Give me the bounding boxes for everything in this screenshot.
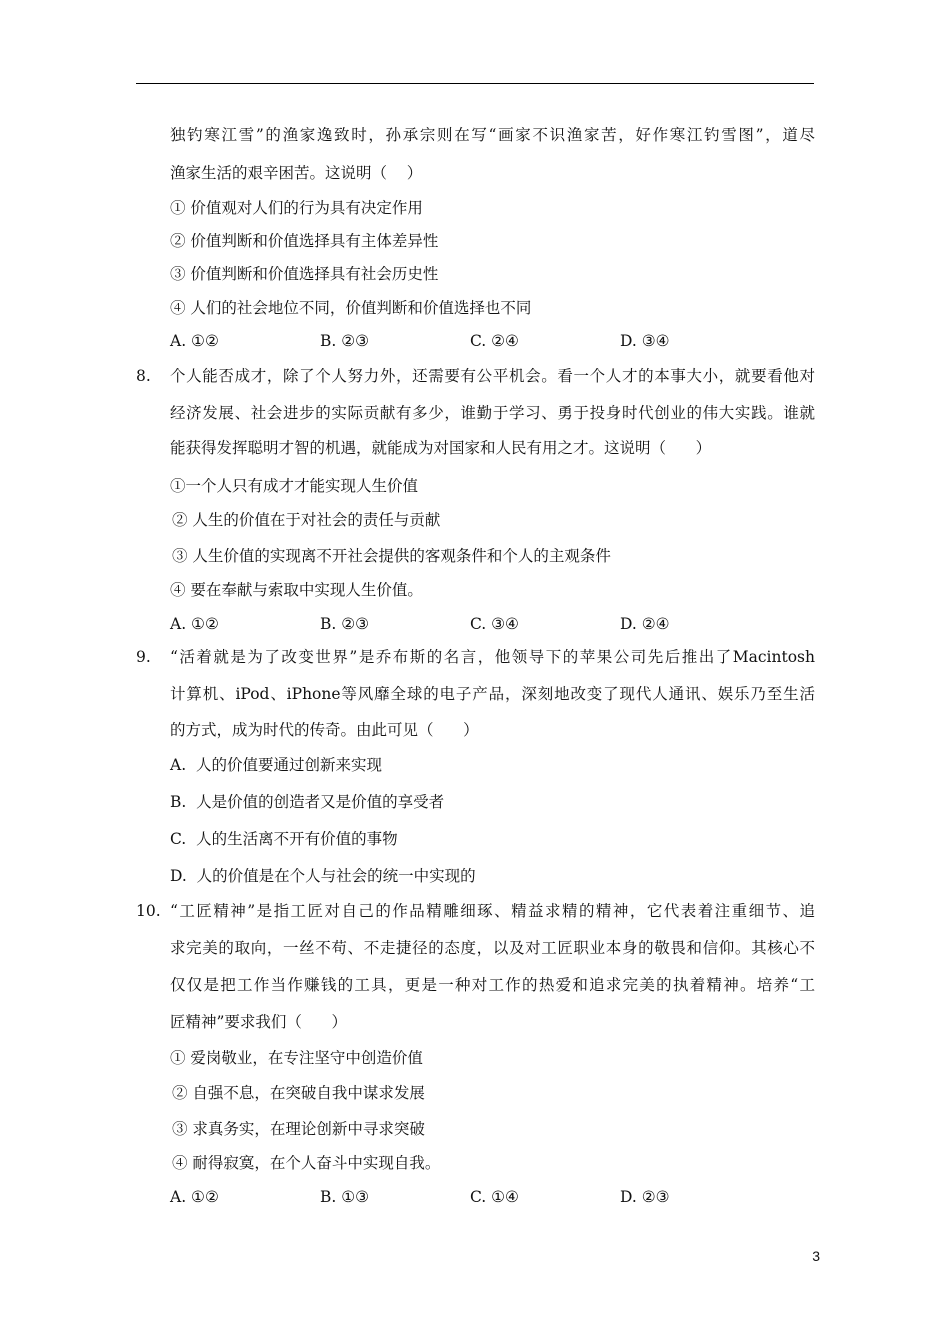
q7-option-c: C. ②④ <box>470 332 519 350</box>
q10-line-4: 匠精神”要求我们（ ） <box>170 1013 347 1031</box>
q9-line-3: 的方式，成为时代的传奇。由此可见（ ） <box>170 721 479 739</box>
q7-line-1: 独钓寒江雪”的渔家逸致时，孙承宗则在写“画家不识渔家苦，好作寒江钓雪图”，道尽 <box>170 126 815 144</box>
q7-option-b: B. ②③ <box>320 332 370 350</box>
q8-number: 8. <box>136 367 151 385</box>
q9-number: 9. <box>136 648 151 666</box>
q10-item-2: ② 自强不息，在突破自我中谋求发展 <box>172 1084 425 1102</box>
q7-item-1: ① 价值观对人们的行为具有决定作用 <box>170 199 423 217</box>
q8-line-1: 个人能否成才，除了个人努力外，还需要有公平机会。看一个人才的本事大小，就要看他对 <box>170 367 815 385</box>
q7-option-d: D. ③④ <box>620 332 670 350</box>
q8-option-a: A. ①② <box>170 615 219 633</box>
q10-line-2: 求完美的取向，一丝不苟、不走捷径的态度，以及对工匠职业本身的敬畏和信仰。其核心不 <box>170 939 815 957</box>
q8-option-c: C. ③④ <box>470 615 519 633</box>
q10-item-4: ④ 耐得寂寞，在个人奋斗中实现自我。 <box>172 1154 441 1172</box>
q10-option-c: C. ①④ <box>470 1188 519 1206</box>
q9-option-d: D. 人的价值是在个人与社会的统一中实现的 <box>170 867 476 885</box>
q7-item-4: ④ 人们的社会地位不同，价值判断和价值选择也不同 <box>170 299 532 317</box>
q10-item-1: ① 爱岗敬业，在专注坚守中创造价值 <box>170 1049 423 1067</box>
q10-option-a: A. ①② <box>170 1188 219 1206</box>
q9-option-a: A. 人的价值要通过创新来实现 <box>170 756 382 774</box>
q10-item-3: ③ 求真务实，在理论创新中寻求突破 <box>172 1120 425 1138</box>
q8-item-4: ④ 要在奉献与索取中实现人生价值。 <box>170 581 423 599</box>
q8-item-1: ①一个人只有成才才能实现人生价值 <box>170 477 419 495</box>
header-rule <box>136 83 814 84</box>
q8-item-3: ③ 人生价值的实现离不开社会提供的客观条件和个人的主观条件 <box>172 547 611 565</box>
q7-option-a: A. ①② <box>170 332 219 350</box>
q10-line-1: “工匠精神”是指工匠对自己的作品精雕细琢、精益求精的精神，它代表着注重细节、追 <box>170 902 815 920</box>
q9-option-c: C. 人的生活离不开有价值的事物 <box>170 830 398 848</box>
q9-line-1: “活着就是为了改变世界”是乔布斯的名言，他领导下的苹果公司先后推出了Macintosh <box>170 648 815 666</box>
q8-option-d: D. ②④ <box>620 615 670 633</box>
q10-line-3: 仅仅是把工作当作赚钱的工具，更是一种对工作的热爱和追求完美的执着精神。培养“工 <box>170 976 815 994</box>
q8-line-3: 能获得发挥聪明才智的机遇，就能成为对国家和人民有用之才。这说明（ ） <box>170 439 712 457</box>
q9-option-b: B. 人是价值的创造者又是价值的享受者 <box>170 793 445 811</box>
q7-item-3: ③ 价值判断和价值选择具有社会历史性 <box>170 265 439 283</box>
q8-line-2: 经济发展、社会进步的实际贡献有多少，谁勤于学习、勇于投身时代创业的伟大实践。谁就 <box>170 404 815 422</box>
q7-line-2: 渔家生活的艰辛困苦。这说明（ ） <box>170 164 423 182</box>
q10-number: 10. <box>136 902 161 920</box>
q8-item-2: ② 人生的价值在于对社会的责任与贡献 <box>172 511 441 529</box>
page-number: 3 <box>812 1248 820 1264</box>
q7-item-2: ② 价值判断和价值选择具有主体差异性 <box>170 232 439 250</box>
q10-option-d: D. ②③ <box>620 1188 670 1206</box>
q9-line-2: 计算机、iPod、iPhone等风靡全球的电子产品，深刻地改变了现代人通讯、娱乐乃至生活 <box>170 685 815 703</box>
q10-option-b: B. ①③ <box>320 1188 370 1206</box>
q8-option-b: B. ②③ <box>320 615 370 633</box>
